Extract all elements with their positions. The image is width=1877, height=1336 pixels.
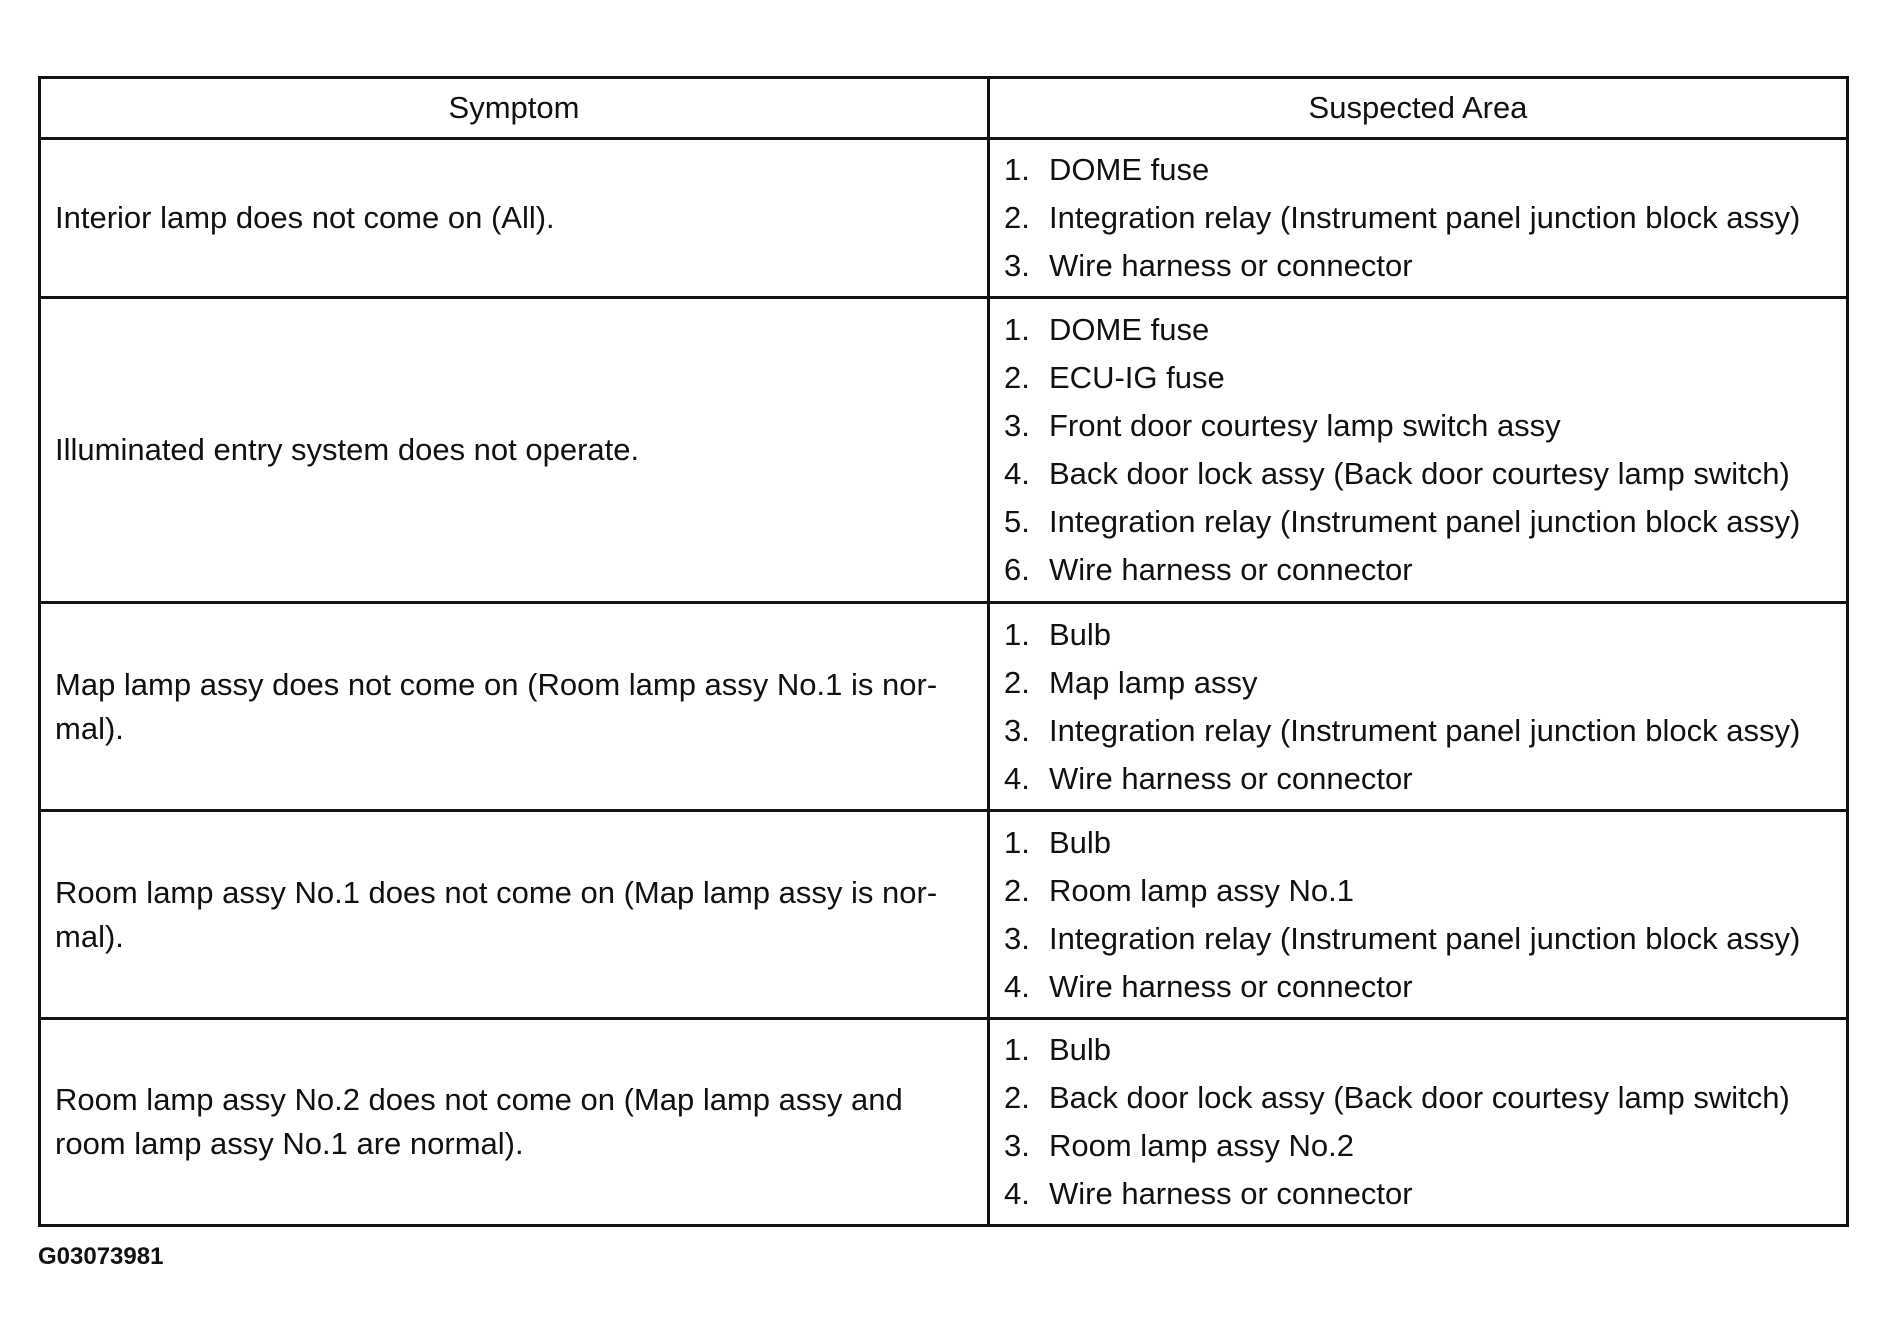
table-row: [40, 811, 1848, 1019]
item-number: 5.: [1004, 504, 1030, 539]
suspected-area-item: [1004, 498, 1846, 546]
suspected-area-list: [1004, 1026, 1846, 1218]
item-number: 4.: [1004, 760, 1030, 796]
item-text: Integration relay (Instrument panel junction block assy): [1049, 712, 1801, 748]
figure-code: G03073981: [38, 1243, 164, 1270]
suspected-area-item: [1004, 659, 1846, 707]
suspected-area-item: [1004, 867, 1846, 915]
item-number: 2.: [1004, 360, 1030, 395]
item-text: DOME fuse: [1049, 152, 1210, 187]
item-text: DOME fuse: [1049, 312, 1210, 347]
item-text: Wire harness or connector: [1049, 968, 1413, 1004]
item-number: 1.: [1004, 616, 1030, 652]
item-number: 1.: [1004, 1032, 1030, 1067]
suspected-area-item: [1004, 611, 1846, 659]
suspected-area-item: [1004, 450, 1846, 498]
suspected-area-item: [1004, 1170, 1846, 1218]
suspected-area-header: Suspected Area: [989, 78, 1848, 139]
suspected-area-item: [1004, 146, 1846, 194]
item-text: Map lamp assy: [1049, 664, 1258, 700]
table-row: [40, 603, 1848, 811]
symptom-cell: Room lamp assy No.2 does not come on (Map lamp assy and room lamp assy No.1 are normal).: [40, 1019, 989, 1226]
item-number: 4.: [1004, 1176, 1030, 1211]
item-number: 4.: [1004, 968, 1030, 1004]
symptom-table: [38, 76, 1849, 1227]
item-number: 2.: [1004, 664, 1030, 700]
item-text: Back door lock assy (Back door courtesy lamp switch): [1049, 1080, 1790, 1115]
item-number: 3.: [1004, 920, 1030, 956]
suspected-area-item: [1004, 755, 1846, 803]
item-number: 3.: [1004, 408, 1030, 443]
suspected-area-cell: [989, 603, 1848, 811]
table-row: [40, 1019, 1848, 1226]
item-text: Wire harness or connector: [1049, 248, 1413, 283]
table-body: [40, 139, 1848, 1226]
item-number: 2.: [1004, 1080, 1030, 1115]
suspected-area-item: [1004, 354, 1846, 402]
suspected-area-list: [1004, 306, 1846, 594]
symptom-cell: Map lamp assy does not come on (Room lamp assy No.1 is nor-mal).: [40, 603, 989, 811]
item-text: Back door lock assy (Back door courtesy lamp switch): [1049, 456, 1790, 491]
suspected-area-item: [1004, 1122, 1846, 1170]
suspected-area-item: [1004, 242, 1846, 290]
suspected-area-item: [1004, 402, 1846, 450]
item-text: Integration relay (Instrument panel junction block assy): [1049, 200, 1801, 235]
item-text: Front door courtesy lamp switch assy: [1049, 408, 1561, 443]
suspected-area-list: [1004, 819, 1846, 1011]
item-number: 6.: [1004, 552, 1030, 587]
item-number: 2.: [1004, 872, 1030, 908]
table-row: [40, 139, 1848, 298]
item-number: 1.: [1004, 824, 1030, 860]
item-text: Integration relay (Instrument panel junction block assy): [1049, 920, 1801, 956]
item-number: 3.: [1004, 712, 1030, 748]
symptom-cell: Interior lamp does not come on (All).: [40, 139, 989, 298]
suspected-area-list: [1004, 611, 1846, 803]
header-row: [40, 78, 1848, 139]
suspected-area-item: [1004, 194, 1846, 242]
suspected-area-item: [1004, 1074, 1846, 1122]
item-text: Bulb: [1049, 1032, 1112, 1067]
item-number: 4.: [1004, 456, 1030, 491]
suspected-area-item: [1004, 707, 1846, 755]
item-text: Wire harness or connector: [1049, 552, 1413, 587]
item-text: Room lamp assy No.1: [1049, 872, 1354, 908]
suspected-area-item: [1004, 546, 1846, 594]
item-text: Wire harness or connector: [1049, 1176, 1413, 1211]
suspected-area-item: [1004, 915, 1846, 963]
item-text: Integration relay (Instrument panel junction block assy): [1049, 504, 1801, 539]
symptom-cell: Room lamp assy No.1 does not come on (Map lamp assy is nor-mal).: [40, 811, 989, 1019]
suspected-area-cell: [989, 811, 1848, 1019]
item-text: Bulb: [1049, 824, 1112, 860]
symptom-header: Symptom: [40, 78, 989, 139]
item-number: 1.: [1004, 312, 1030, 347]
item-text: Bulb: [1049, 616, 1112, 652]
table-row: [40, 298, 1848, 603]
item-text: Wire harness or connector: [1049, 760, 1413, 796]
item-number: 3.: [1004, 248, 1030, 283]
suspected-area-cell: [989, 139, 1848, 298]
suspected-area-item: [1004, 819, 1846, 867]
item-number: 3.: [1004, 1128, 1030, 1163]
item-number: 2.: [1004, 200, 1030, 235]
symptom-cell: Illuminated entry system does not operate.: [40, 298, 989, 603]
item-number: 1.: [1004, 152, 1030, 187]
item-text: Room lamp assy No.2: [1049, 1128, 1354, 1163]
suspected-area-list: [1004, 146, 1846, 290]
suspected-area-item: [1004, 306, 1846, 354]
suspected-area-cell: [989, 298, 1848, 603]
suspected-area-item: [1004, 1026, 1846, 1074]
suspected-area-cell: [989, 1019, 1848, 1226]
item-text: ECU-IG fuse: [1049, 360, 1225, 395]
suspected-area-item: [1004, 963, 1846, 1011]
